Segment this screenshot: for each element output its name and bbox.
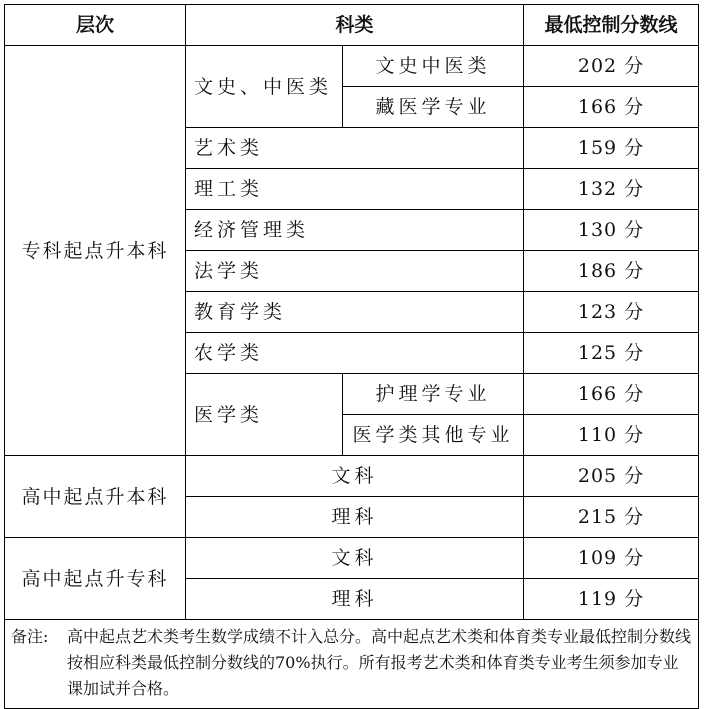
level-cell-gaozhong-benke: 高中起点升本科 xyxy=(5,456,186,538)
min-score-table xyxy=(4,4,699,709)
score-cell: 110 分 xyxy=(524,415,699,456)
note-row xyxy=(5,620,699,709)
category-cell: 农学类 xyxy=(186,333,524,374)
level-cell-zhuanke: 专科起点升本科 xyxy=(5,46,186,456)
score-cell: 109 分 xyxy=(524,538,699,579)
level-cell-gaozhong-zhuanke: 高中起点升专科 xyxy=(5,538,186,620)
score-cell: 202 分 xyxy=(524,46,699,87)
subcategory-cell: 医学类其他专业 xyxy=(343,415,524,456)
score-cell: 215 分 xyxy=(524,497,699,538)
category-cell: 文科 xyxy=(186,456,524,497)
score-cell: 159 分 xyxy=(524,128,699,169)
subcategory-cell: 护理学专业 xyxy=(343,374,524,415)
score-cell: 166 分 xyxy=(524,87,699,128)
category-cell: 经济管理类 xyxy=(186,210,524,251)
category-cell: 法学类 xyxy=(186,251,524,292)
table-row xyxy=(5,538,699,579)
score-cell: 130 分 xyxy=(524,210,699,251)
header-level: 层次 xyxy=(5,5,186,46)
category-cell: 文科 xyxy=(186,538,524,579)
header-min-score: 最低控制分数线 xyxy=(524,5,699,46)
subcategory-cell: 文史中医类 xyxy=(343,46,524,87)
category-group-wenshi-zhongyi: 文史、中医类 xyxy=(186,46,343,128)
subcategory-cell: 藏医学专业 xyxy=(343,87,524,128)
score-cell: 132 分 xyxy=(524,169,699,210)
table-header-row xyxy=(5,5,699,46)
note-cell xyxy=(5,620,699,709)
score-cell: 186 分 xyxy=(524,251,699,292)
table-row xyxy=(5,46,699,87)
category-cell: 理科 xyxy=(186,579,524,620)
category-group-yixue: 医学类 xyxy=(186,374,343,456)
note-label: 备注: xyxy=(11,627,49,646)
score-cell: 119 分 xyxy=(524,579,699,620)
score-cell: 125 分 xyxy=(524,333,699,374)
table-row xyxy=(5,456,699,497)
category-cell: 教育学类 xyxy=(186,292,524,333)
category-cell: 理科 xyxy=(186,497,524,538)
note-text: 高中起点艺术类考生数学成绩不计入总分。高中起点艺术类和体育类专业最低控制分数线按相应科类最低控制分数线的70%执行。所有报考艺术类和体育类专业考生须参加专业课加试并合格。 xyxy=(67,627,692,698)
header-category: 科类 xyxy=(186,5,524,46)
score-cell: 123 分 xyxy=(524,292,699,333)
score-cell: 205 分 xyxy=(524,456,699,497)
score-cell: 166 分 xyxy=(524,374,699,415)
category-cell: 理工类 xyxy=(186,169,524,210)
category-cell: 艺术类 xyxy=(186,128,524,169)
